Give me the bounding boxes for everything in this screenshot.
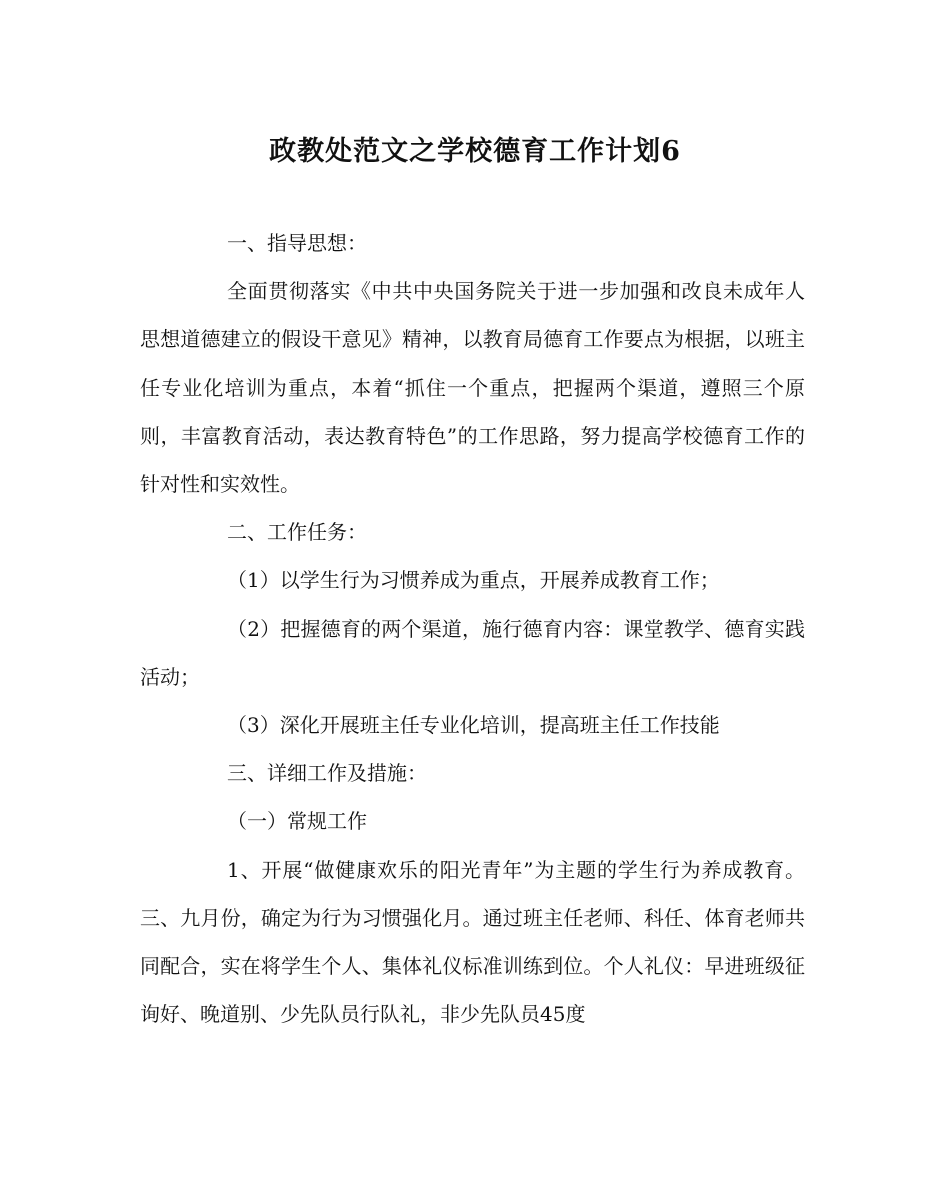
task-item-1: （1）以学生行为习惯养成为重点，开展养成教育工作； <box>227 568 720 593</box>
subsection-heading-routine-work: （一）常规工作 <box>227 809 367 834</box>
task-item-2: （2）把握德育的两个渠道，施行德育内容：课堂教学、德育实践活动； <box>140 616 805 689</box>
document-title: 政教处范文之学校德育工作计划6 <box>269 136 681 167</box>
document-body <box>140 219 805 1038</box>
section-heading-detailed-work: 三、详细工作及措施： <box>227 761 427 786</box>
section-heading-work-tasks: 二、工作任务： <box>227 520 367 545</box>
section-heading-guiding-ideology: 一、指导思想： <box>227 231 367 255</box>
task-item-3: （3）深化开展班主任专业化培训，提高班主任工作技能 <box>227 713 720 738</box>
paragraph-routine-work-1: 1、开展“做健康欢乐的阳光青年”为主题的学生行为养成教育。三、九月份，确定为行为习惯强化月。通过班主任老师、科任、体育老师共同配合，实在将学生个人、集体礼仪标准训练到位。个人礼仪：早进班级征询好、晚道别、少先队员行队礼，非少先队员45度 <box>140 857 805 1027</box>
paragraph-guiding-ideology: 全面贯彻落实《中共中央国务院关于进一步加强和改良未成年人思想道德建立的假设干意见》精神，以教育局德育工作要点为根据，以班主任专业化培训为重点，本着“抓住一个重点，把握两个渠道，遵照三个原则，丰富教育活动，表达教育特色”的工作思路，努力提高学校德育工作的针对性和实效性。 <box>140 279 805 497</box>
